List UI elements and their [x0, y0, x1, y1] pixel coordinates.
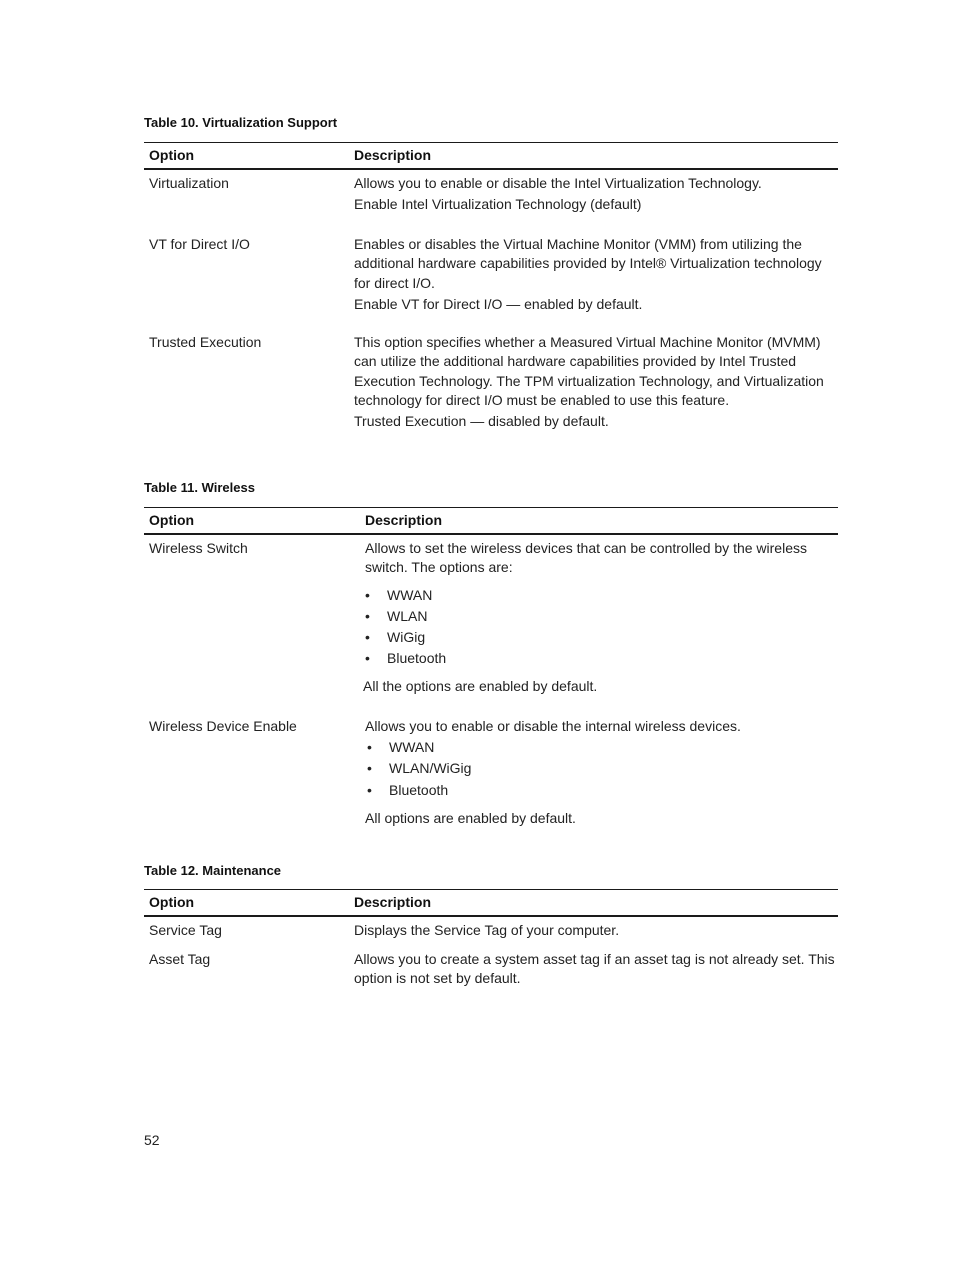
- description-column-header: Description: [354, 894, 432, 910]
- virtualization-support-table: [144, 142, 838, 448]
- table-row: [144, 713, 838, 847]
- bullet-icon: •: [365, 607, 370, 624]
- option-description: [354, 950, 838, 989]
- default-note: All the options are enabled by default.: [363, 678, 598, 695]
- table-row: [144, 328, 838, 448]
- list-item: • WWAN: [365, 586, 433, 603]
- option-description: [354, 235, 838, 314]
- option-label: VT for Direct I/O: [149, 236, 250, 252]
- table-header-row: [144, 143, 838, 170]
- description-text: Displays the Service Tag of your computer.: [354, 922, 620, 938]
- description-column-header: Description: [365, 512, 443, 528]
- bullet-icon: •: [367, 739, 372, 756]
- default-note: All options are enabled by default.: [365, 809, 576, 826]
- option-description: [354, 921, 838, 940]
- table-caption: Table 10. Virtualization Support: [144, 115, 338, 130]
- page-number: 52: [144, 1132, 160, 1148]
- bullet-icon: •: [365, 586, 370, 603]
- option-label: Trusted Execution: [149, 334, 262, 350]
- option-label: Virtualization: [149, 175, 229, 191]
- table-caption: Table 11. Wireless: [144, 480, 255, 495]
- maintenance-table: [144, 889, 838, 996]
- option-list: [365, 586, 838, 671]
- default-note: Trusted Execution — disabled by default.: [354, 413, 609, 430]
- list-item: • WLAN: [365, 607, 428, 624]
- option-label: Service Tag: [149, 922, 222, 938]
- list-item: • Bluetooth: [367, 781, 449, 798]
- list-item: • Bluetooth: [365, 650, 447, 667]
- table-header-row: [144, 508, 838, 535]
- table-caption: Table 12. Maintenance: [144, 863, 282, 878]
- table-row: [144, 230, 838, 328]
- bullet-icon: •: [367, 760, 372, 777]
- table-row: [144, 535, 838, 713]
- option-column-header: Option: [149, 894, 195, 910]
- bullet-icon: •: [365, 628, 370, 645]
- bullet-icon: •: [367, 781, 372, 798]
- option-label: Asset Tag: [149, 951, 211, 967]
- table-row: [144, 917, 838, 946]
- wireless-table: [144, 507, 838, 847]
- option-description: [365, 717, 838, 828]
- option-description: [365, 539, 838, 697]
- option-description: [354, 333, 838, 431]
- table-header-row: [144, 890, 838, 917]
- default-note: Enable VT for Direct I/O — enabled by default.: [354, 295, 643, 312]
- option-column-header: Option: [149, 147, 195, 163]
- list-item: • WLAN/WiGig: [367, 760, 472, 777]
- list-item: • WWAN: [367, 739, 435, 756]
- option-label: Wireless Device Enable: [149, 718, 297, 734]
- bullet-icon: •: [365, 650, 370, 667]
- description-text: This option specifies whether a Measured Virtual Machine Monitor (MVMM) can utilize the additional hardware capabilities provided by Intel Trusted Execution Technology. The TPM virtualization Technology, and Virtualization technology for direct I/O must be enabled to use this feature.: [354, 334, 824, 408]
- description-column-header: Description: [354, 147, 432, 163]
- option-label: Wireless Switch: [149, 540, 248, 556]
- description-text: Allows you to enable or disable the Intel Virtualization Technology.: [354, 175, 762, 191]
- option-description: [354, 174, 838, 215]
- table-row: [144, 946, 838, 996]
- description-text: Allows you to enable or disable the internal wireless devices.: [365, 718, 741, 734]
- description-text: Allows to set the wireless devices that can be controlled by the wireless switch. The options are:: [365, 540, 807, 576]
- list-item: • WiGig: [365, 628, 426, 645]
- table-row: [144, 170, 838, 230]
- default-note: Enable Intel Virtualization Technology (default): [354, 196, 642, 213]
- option-column-header: Option: [149, 512, 195, 528]
- option-list: [367, 738, 838, 802]
- description-text: Enables or disables the Virtual Machine Monitor (VMM) from utilizing the additional hardware capabilities provided by Intel® Virtualization technology for direct I/O.: [354, 236, 822, 291]
- description-text: Allows you to create a system asset tag if an asset tag is not already set. This option is not set by default.: [354, 951, 835, 987]
